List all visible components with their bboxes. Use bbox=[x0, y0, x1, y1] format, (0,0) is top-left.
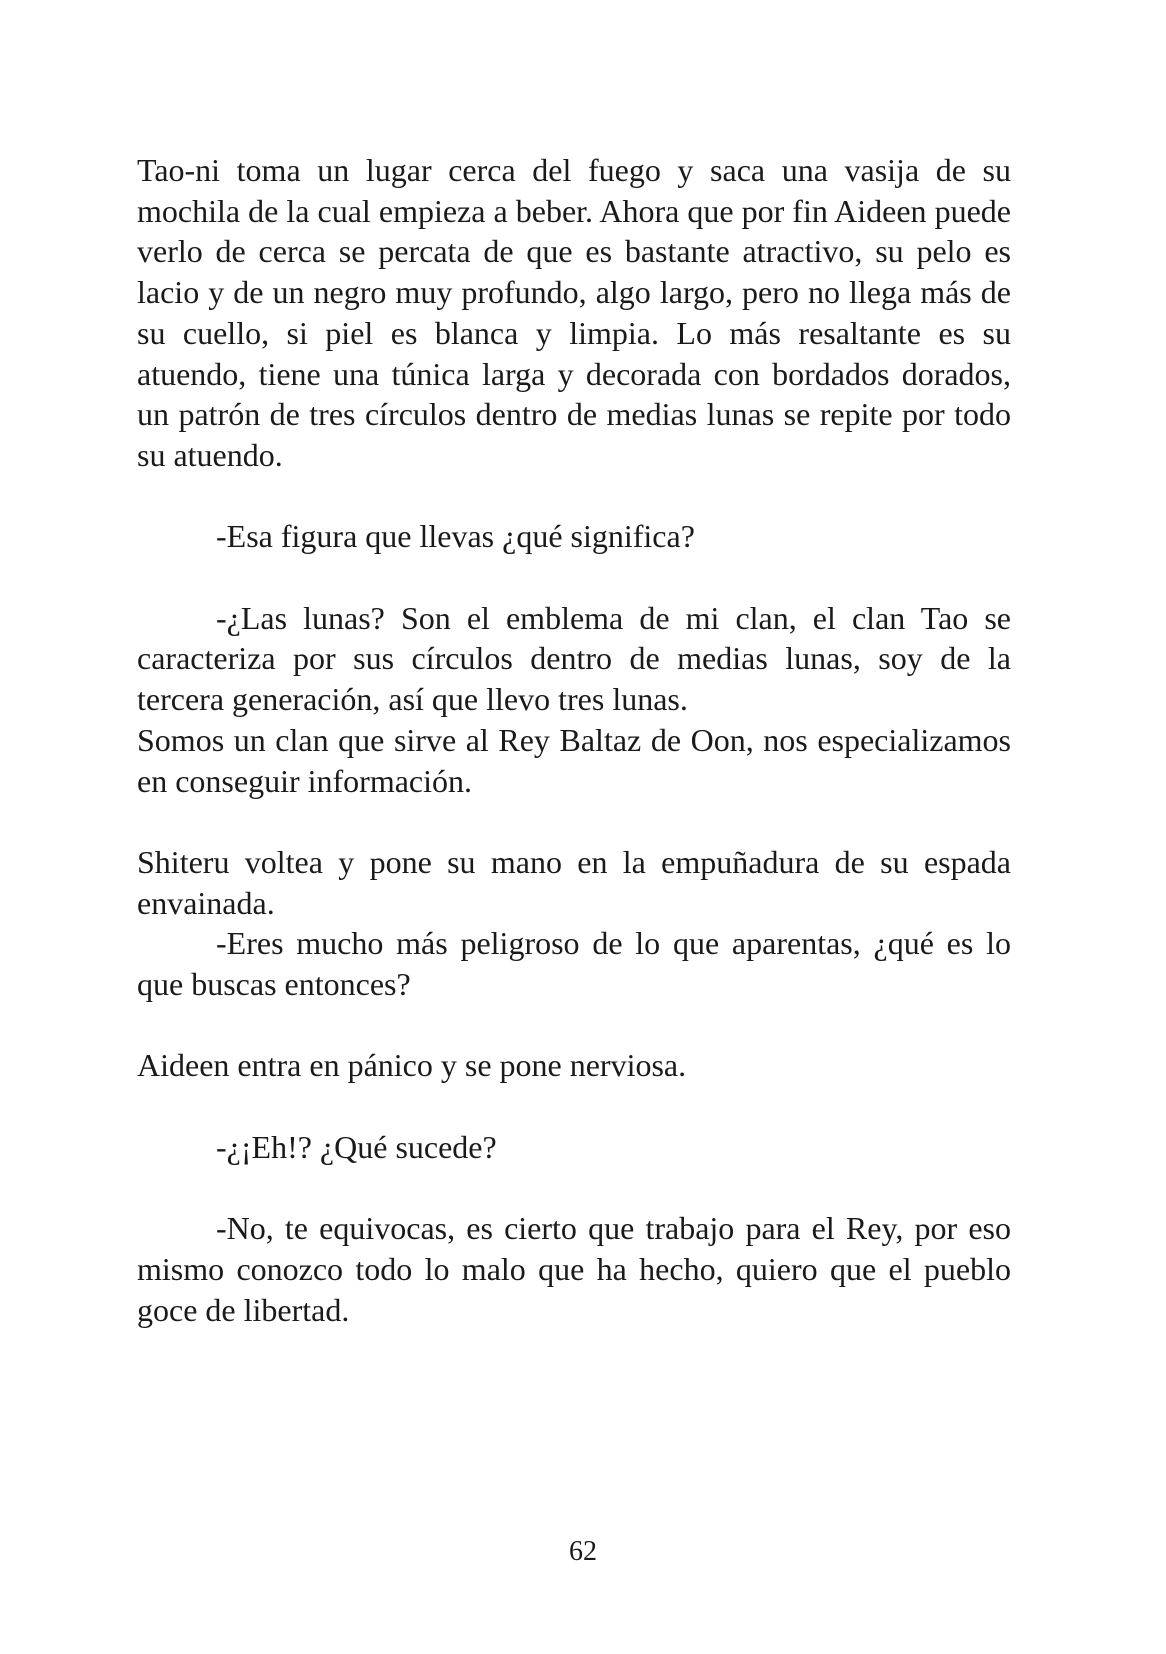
dialogue-paragraph: -Esa figura que llevas ¿qué significa? bbox=[216, 518, 695, 555]
paragraph-gap bbox=[137, 557, 1011, 598]
dialogue-paragraph: -¿¡Eh!? ¿Qué sucede? bbox=[216, 1128, 497, 1165]
page-body bbox=[137, 150, 1011, 1330]
dialogue-paragraph: -No, te equivocas, es cierto que trabajo para el Rey, por eso mismo conozco todo lo malo que ha hecho, quiero que el pueblo goce de libertad. bbox=[137, 1210, 1011, 1328]
narrative-paragraph: Tao-ni toma un lugar cerca del fuego y saca una vasija de su mochila de la cual empieza a beber. Ahora que por fin Aideen puede verlo de cerca se percata de que es bastante atractivo, su pelo es lacio y de un negro muy profundo, algo largo, pero no llega más de su cuello, si piel es blanca y limpia. Lo más resaltante es su atuendo, tiene una túnica larga y decorada con bordados dorados, un patrón de tres círculos dentro de medias lunas se repite por todo su atuendo. bbox=[137, 152, 1011, 473]
page-number: 62 bbox=[569, 1536, 597, 1567]
dialogue-paragraph: -Eres mucho más peligroso de lo que aparentas, ¿qué es lo que buscas entonces? bbox=[137, 925, 1011, 1003]
dialogue-continuation: Somos un clan que sirve al Rey Baltaz de Oon, nos especializamos en conseguir información. bbox=[137, 721, 1011, 799]
paragraph-gap bbox=[137, 1086, 1011, 1127]
paragraph-gap bbox=[137, 476, 1011, 517]
paragraph-gap bbox=[137, 1168, 1011, 1209]
dialogue-paragraph: -¿Las lunas? Son el emblema de mi clan, el clan Tao se caracteriza por sus círculos dentro de medias lunas, soy de la tercera generación, así que llevo tres lunas. bbox=[137, 599, 1011, 718]
paragraph-gap bbox=[137, 801, 1011, 842]
paragraph-gap bbox=[137, 1005, 1011, 1046]
narrative-paragraph: Aideen entra en pánico y se pone nerviosa. bbox=[137, 1047, 687, 1084]
narrative-paragraph: Shiteru voltea y pone su mano en la empuñadura de su espada envainada. bbox=[137, 843, 1011, 921]
